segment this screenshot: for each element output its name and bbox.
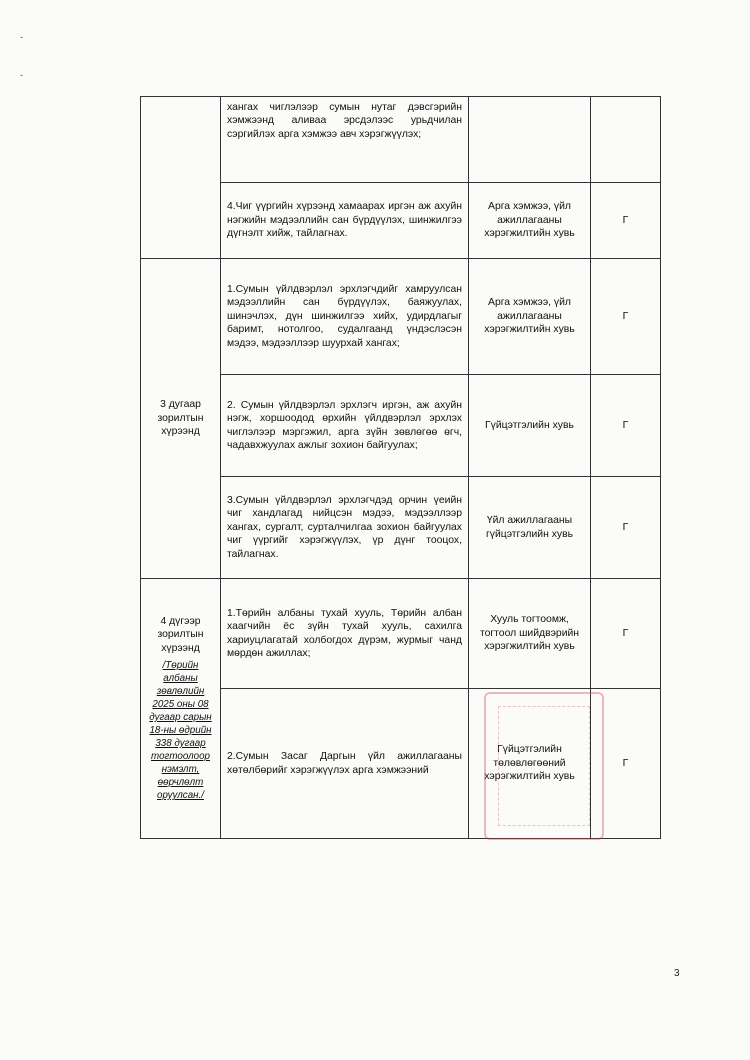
goal-cell: [141, 259, 221, 579]
indicator-cell: Хууль тогтоомж, тогтоол шийдвэрийн хэрэгжилтийн хувь: [469, 579, 591, 689]
goal-title: 3 дугаар зорилтын хүрээнд: [157, 399, 204, 438]
goal-cell: [141, 97, 221, 259]
task-cell: 3.Сумын үйлдвэрлэл эрхлэгчдэд орчин үеийн чиг хандлагад нийцсэн мэдээ, мэдээллээр хангах, сургалт, сурталчилгаа зохион байгуулах чиг үүргийг хэрэгжүүлэх, үр дүнг тооцох, тайлагнах.: [221, 477, 469, 579]
evaluation-cell: Г: [591, 259, 661, 375]
page-number: 3: [674, 968, 680, 979]
task-cell: 2. Сумын үйлдвэрлэл эрхлэгч иргэн, аж ахуйн нэгж, хоршоодод өрхийн үйлдвэрлэл эрхлэх чиглэлээр мэргэжил, арга зүйн зөвлөгөө өгч, чадавхжуулах ажлыг зохион байгуулах;: [221, 375, 469, 477]
indicator-cell: Арга хэмжээ, үйл ажиллагааны хэрэгжилтийн хувь: [469, 259, 591, 375]
task-cell: 1.Төрийн албаны тухай хууль, Төрийн албан хаагчийн ёс зүйн тухай хууль, сахилга хариуцлагатай холбогдох дүрэм, журмыг чанд мөрдөн ажиллах;: [221, 579, 469, 689]
scan-mark: -: [20, 70, 23, 80]
goal-title: 4 дүгээр зорилтын хүрээнд: [157, 615, 204, 654]
task-cell: 2.Сумын Засаг Даргын үйл ажиллагааны хөтөлбөрийг хэрэгжүүлэх арга хэмжээний: [221, 689, 469, 839]
goal-note: /Төрийн албаны зөвлөлийн 2025 оны 08 дугаар сарын 18-ны өдрийн 338 дугаар тогтоолоор нэмэлт, өөрчлөлт оруулсан./: [149, 660, 212, 802]
indicator-cell: Гүйцэтгэлийн төлөвлөгөөний хэрэгжилтийн хувь: [469, 689, 591, 839]
indicator-cell: [469, 97, 591, 183]
evaluation-cell: [591, 97, 661, 183]
seal-stamp: [484, 692, 604, 840]
task-cell: 1.Сумын үйлдвэрлэл эрхлэгчдийг хамруулсан мэдээллийн сан бүрдүүлэх, баяжуулах, шинэчлэх, дүн шинжилгээ хийх, удирдлагыг баримт, нотолгоо, судалгаанд үндэслэсэн мэдээ, мэдээллээр шуурхай хангах;: [221, 259, 469, 375]
evaluation-cell: Г: [591, 183, 661, 259]
evaluation-cell: Г: [591, 579, 661, 689]
evaluation-cell: Г: [591, 477, 661, 579]
indicator-cell: Үйл ажиллагааны гүйцэтгэлийн хувь: [469, 477, 591, 579]
task-cell: хангах чиглэлээр сумын нутаг дэвсгэрийн хэмжээнд аливаа эрсдэлээс урьдчилан сэргийлэх арга хэмжээ авч хэрэгжүүлэх;: [221, 97, 469, 183]
seal-stamp-inner: [498, 706, 590, 826]
evaluation-cell: Г: [591, 689, 661, 839]
indicator-cell: Гүйцэтгэлийн хувь: [469, 375, 591, 477]
table-row: [141, 579, 661, 689]
task-cell: 4.Чиг үүргийн хүрээнд хамаарах иргэн аж ахуйн нэгжийн мэдээллийн сан бүрдүүлэх, шинжилгээ дүгнэлт хийж, тайлагнах.: [221, 183, 469, 259]
scan-mark: -: [20, 32, 23, 42]
table-row: [141, 97, 661, 183]
evaluation-cell: Г: [591, 375, 661, 477]
goal-cell: [141, 579, 221, 839]
indicator-cell: Арга хэмжээ, үйл ажиллагааны хэрэгжилтийн хувь: [469, 183, 591, 259]
table-row: [141, 259, 661, 375]
